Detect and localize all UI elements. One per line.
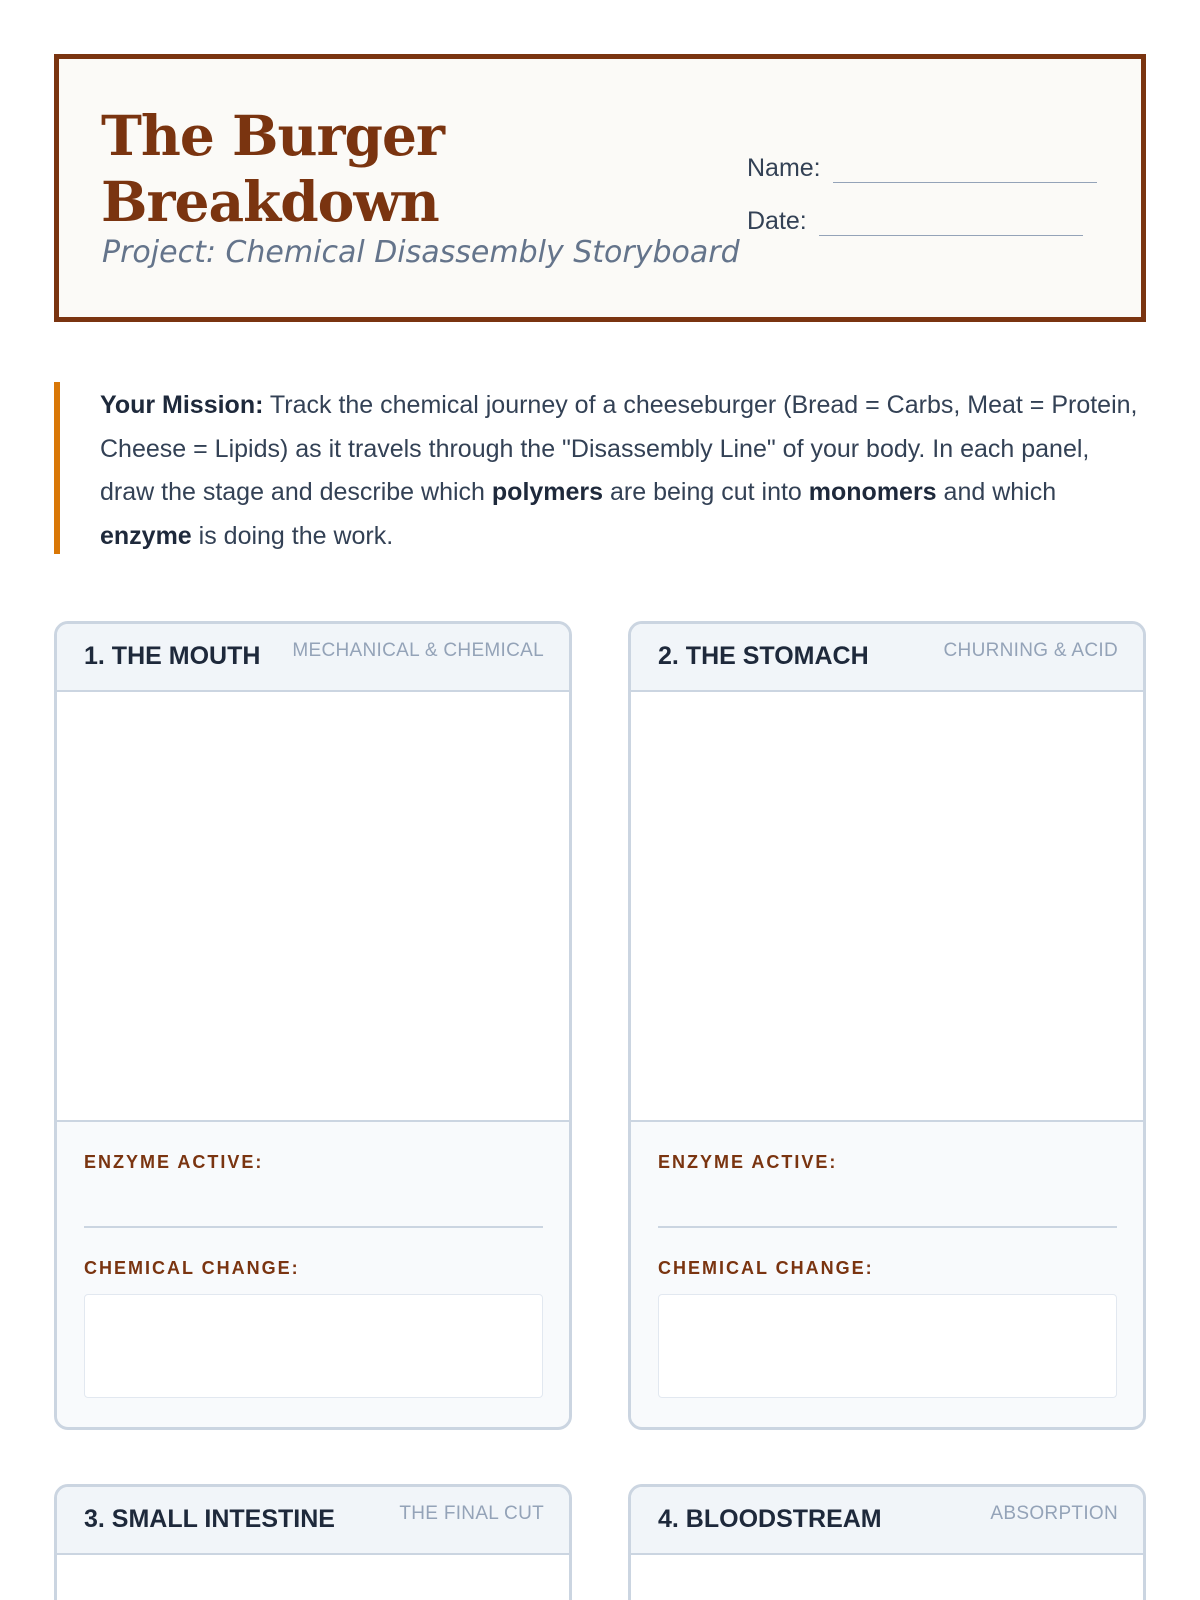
panel-title: 3. SMALL INTESTINE bbox=[84, 1505, 335, 1533]
page-subtitle: Project: Chemical Disassembly Storyboard bbox=[102, 235, 740, 270]
panel-tag: THE FINAL CUT bbox=[399, 1503, 544, 1524]
date-label: Date: bbox=[747, 207, 807, 235]
panel-header bbox=[57, 1487, 569, 1555]
panel-header bbox=[631, 624, 1143, 692]
panel-header bbox=[631, 1487, 1143, 1555]
panel-tag: CHURNING & ACID bbox=[943, 640, 1118, 661]
chemical-change-label: CHEMICAL CHANGE: bbox=[658, 1258, 874, 1278]
name-field bbox=[747, 154, 1097, 183]
panel-small-intestine bbox=[54, 1484, 572, 1600]
panel-title: 1. THE MOUTH bbox=[84, 642, 261, 670]
mission-text: and which bbox=[936, 478, 1057, 506]
panel-bloodstream bbox=[628, 1484, 1146, 1600]
worksheet-header bbox=[54, 54, 1146, 322]
drawing-area[interactable] bbox=[631, 692, 1143, 1122]
panel-title: 2. THE STOMACH bbox=[658, 642, 869, 670]
chemical-change-label: CHEMICAL CHANGE: bbox=[84, 1258, 300, 1278]
name-label: Name: bbox=[747, 154, 821, 182]
enzyme-label: ENZYME ACTIVE: bbox=[84, 1152, 264, 1172]
page-title: The Burger Breakdown bbox=[101, 103, 444, 234]
panel-mouth bbox=[54, 621, 572, 1430]
chemical-change-box[interactable] bbox=[84, 1294, 543, 1398]
panel-footer bbox=[57, 1122, 569, 1422]
chemical-change-box[interactable] bbox=[658, 1294, 1117, 1398]
drawing-area[interactable] bbox=[631, 1555, 1143, 1600]
mission-term-monomers: monomers bbox=[808, 478, 937, 506]
enzyme-input-line[interactable] bbox=[84, 1226, 543, 1228]
mission-text: is doing the work. bbox=[191, 521, 394, 550]
panel-tag: MECHANICAL & CHEMICAL bbox=[292, 640, 544, 661]
mission-text: Track the chemical journey of a cheeseburger (Bread = Carbs, Meat = Protein, Cheese = Lipids) as it travels through the "Disassembly Line" of your body. In each panel, draw the stage and describe which bbox=[100, 391, 1138, 506]
mission-lead: Your Mission: bbox=[100, 391, 264, 419]
mission-callout bbox=[54, 382, 1146, 554]
date-field bbox=[747, 207, 1083, 236]
drawing-area[interactable] bbox=[57, 692, 569, 1122]
mission-term-polymers: polymers bbox=[491, 478, 604, 506]
panel-footer bbox=[631, 1122, 1143, 1422]
drawing-area[interactable] bbox=[57, 1555, 569, 1600]
enzyme-label: ENZYME ACTIVE: bbox=[658, 1152, 838, 1172]
panel-tag: ABSORPTION bbox=[990, 1503, 1118, 1524]
enzyme-input-line[interactable] bbox=[658, 1226, 1117, 1228]
panel-stomach bbox=[628, 621, 1146, 1430]
name-input-line[interactable] bbox=[833, 182, 1097, 183]
panel-header bbox=[57, 624, 569, 692]
panel-title: 4. BLOODSTREAM bbox=[658, 1505, 882, 1533]
date-input-line[interactable] bbox=[819, 235, 1083, 236]
mission-term-enzyme: enzyme bbox=[100, 521, 192, 550]
mission-text: are being cut into bbox=[603, 478, 809, 506]
